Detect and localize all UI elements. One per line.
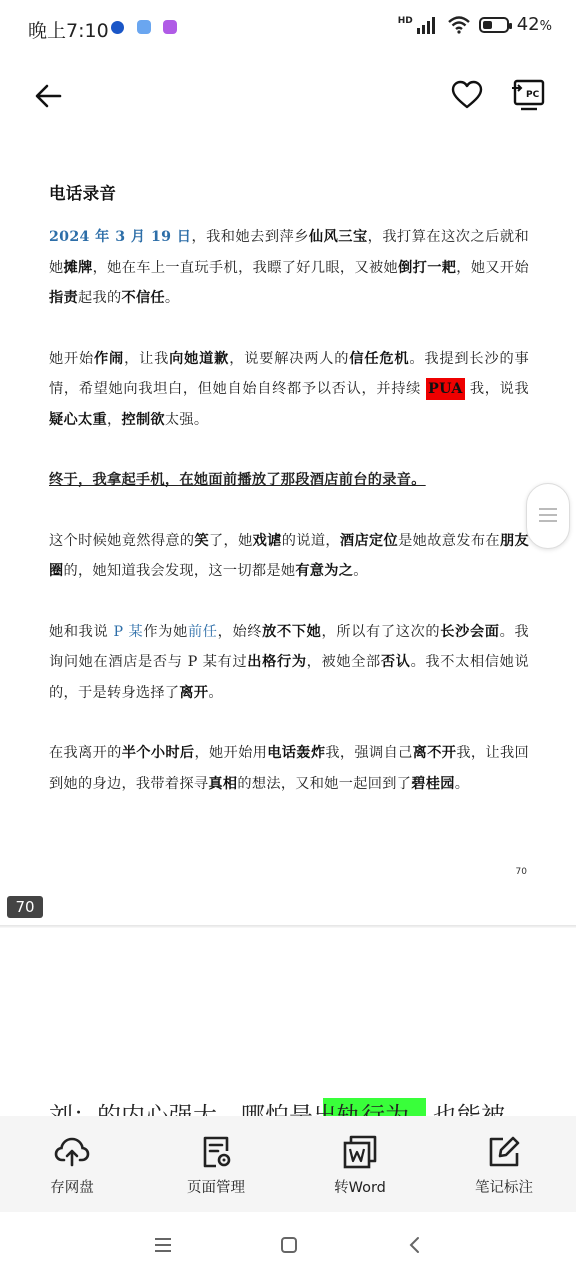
emphasized-text: 仙风三宝 [308,229,368,245]
emphasized-text: 戏谑 [252,532,282,549]
cell-signal-icon [417,16,439,34]
text-run: 我，强调自己 [325,745,413,761]
text-run: 。 [353,563,368,579]
document-paragraph [49,344,529,436]
emphasized-text: 疑心太重 [49,411,107,428]
hd-network-label: HD [397,16,413,26]
toolbar-label: 存网盘 [50,1179,94,1196]
menu-icon[interactable] [154,1234,172,1256]
pc-cast-button[interactable] [506,72,552,118]
battery-icon [479,17,509,33]
text-run: ，始终 [217,623,263,640]
save-to-cloud-button[interactable] [0,1116,144,1212]
arrow-left-icon [33,81,63,111]
notification-app-icon-2 [137,20,151,34]
emphasized-text: 控制欲 [121,411,165,428]
pc-cast-icon [511,78,547,112]
text-run: ，我打算在这次之后就和她 [49,229,529,276]
emphasized-text: 有意为之 [295,563,354,579]
document-title: 电话录音 [49,184,117,203]
page-divider [0,925,576,928]
text-run: 我，说我 [464,381,529,397]
emphasized-text: 放不下她 [262,623,322,640]
text-run: 。我询问她在酒店是否与 P 某有过 [49,623,529,670]
emphasized-text: 长沙会面 [440,623,500,640]
text-run: ，让我 [124,350,170,367]
emphasized-text: 碧桂园 [411,775,455,792]
battery-percent-value: 42 [516,14,540,35]
emphasized-text: 离不开 [412,745,457,761]
text-run: 这个时候她竟然得意的 [49,532,195,549]
text-run: 是她故意发布在 [398,532,500,549]
text-run: 太强。 [164,411,209,428]
favorite-button[interactable] [446,74,488,116]
emphasized-text: 信任危机 [349,350,410,367]
notification-app-icon-1 [111,21,124,34]
emphasized-text: 电话轰炸 [267,745,326,761]
emphasized-text: 倒打一耙 [398,259,457,276]
document-paragraphs [49,222,529,799]
top-bar [0,60,576,130]
toolbar-label: 转Word [334,1179,386,1196]
text-run: ，她开始用 [194,745,268,761]
text-run: 在我离开的 [49,745,122,761]
emphasized-text: 笑 [194,532,209,549]
text-run: 。我不太相信她说的，于是转身选择了 [49,654,529,701]
emphasized-text: P 某 [113,623,144,640]
toolbar-label: 笔记标注 [475,1179,533,1196]
text-run: 她开始 [49,350,95,367]
text-run: 的，她知道我会发现，这一切都是她 [63,563,296,579]
toolbar-label: 页面管理 [187,1179,245,1196]
document-paragraph [49,526,529,587]
battery-percent-unit: % [539,19,552,34]
text-run: 起我的 [77,290,122,306]
word-convert-icon [342,1134,378,1170]
emphasized-text: 出格行为 [247,654,307,670]
emphasized-text: 真相 [208,775,238,792]
text-run: ，被她全部 [306,654,381,670]
heart-icon [451,80,483,110]
highlighted-term: PUA [426,378,465,400]
notification-app-icon-3 [163,20,177,34]
back-nav-icon[interactable] [406,1234,424,1256]
system-nav-bar [0,1212,576,1280]
emphasized-text: 朋友圈 [49,532,529,579]
text-run: ， [106,411,122,428]
page-number-badge: 70 [7,896,43,918]
text-run: 。我提到长沙的事情，希望她向我坦白，但她自始自终都予以否认，并持续 [49,350,529,397]
wifi-icon [447,16,471,34]
text-run: ，我和她去到萍乡 [191,229,309,245]
document-paragraph [49,465,529,496]
emphasized-text: 离开 [179,684,209,701]
back-button[interactable] [28,76,68,116]
scroll-handle[interactable] [526,483,570,549]
edit-note-icon [486,1134,522,1170]
pc-label: PC [526,90,540,100]
emphasized-text: 指责 [49,290,78,306]
emphasized-text: 酒店定位 [339,532,399,549]
text-run: ，说要解决两人的 [229,350,350,367]
text-run: 。 [208,684,223,701]
document-content [49,180,529,829]
document-paragraph [49,738,529,799]
text-run: ，她在车上一直玩手机，我瞟了好几眼，又被她 [92,259,399,276]
emphasized-text: 半个小时后 [121,745,195,761]
text-run: 她和我说 [49,623,114,640]
battery-percent [517,14,552,35]
convert-word-button[interactable] [288,1116,432,1212]
emphasized-text: 否认 [380,654,411,670]
document-paragraph [49,222,529,314]
page-footer-number: 70 [515,867,527,877]
status-bar [0,0,576,56]
emphasized-text: 不信任 [121,290,165,306]
battery-level [483,21,492,29]
text-run: 。 [164,290,180,306]
bottom-toolbar [0,1116,576,1212]
text-run: 作为她 [143,623,188,640]
status-time: 晚上7:10 [28,20,109,42]
text-run: ，所以有了这次的 [321,623,441,640]
home-icon[interactable] [280,1234,298,1256]
text-run: 我，让我回到她的身边，我带着探寻 [49,745,529,792]
text-run: ，她又开始 [456,259,529,276]
emphasized-text: 2024 年 3 月 19 日 [49,229,192,245]
emphasized-text: 作闹 [94,350,125,367]
text-run: 。 [454,775,470,792]
note-annotate-button[interactable] [432,1116,576,1212]
text-run: 了，她 [209,532,253,549]
emphasized-text: 向她道歉 [169,350,230,367]
emphasized-text: 终于，我拿起手机，在她面前播放了那段酒店前台的录音。 [49,472,426,488]
emphasized-text: 摊牌 [63,259,93,276]
cloud-upload-icon [54,1134,90,1170]
page-manage-button[interactable] [144,1116,288,1212]
page-manage-icon [198,1134,234,1170]
text-run: 的想法，又和她一起回到了 [237,775,412,792]
text-run: 的说道， [281,532,340,549]
document-paragraph [49,617,529,709]
emphasized-text: 前任 [187,623,218,640]
